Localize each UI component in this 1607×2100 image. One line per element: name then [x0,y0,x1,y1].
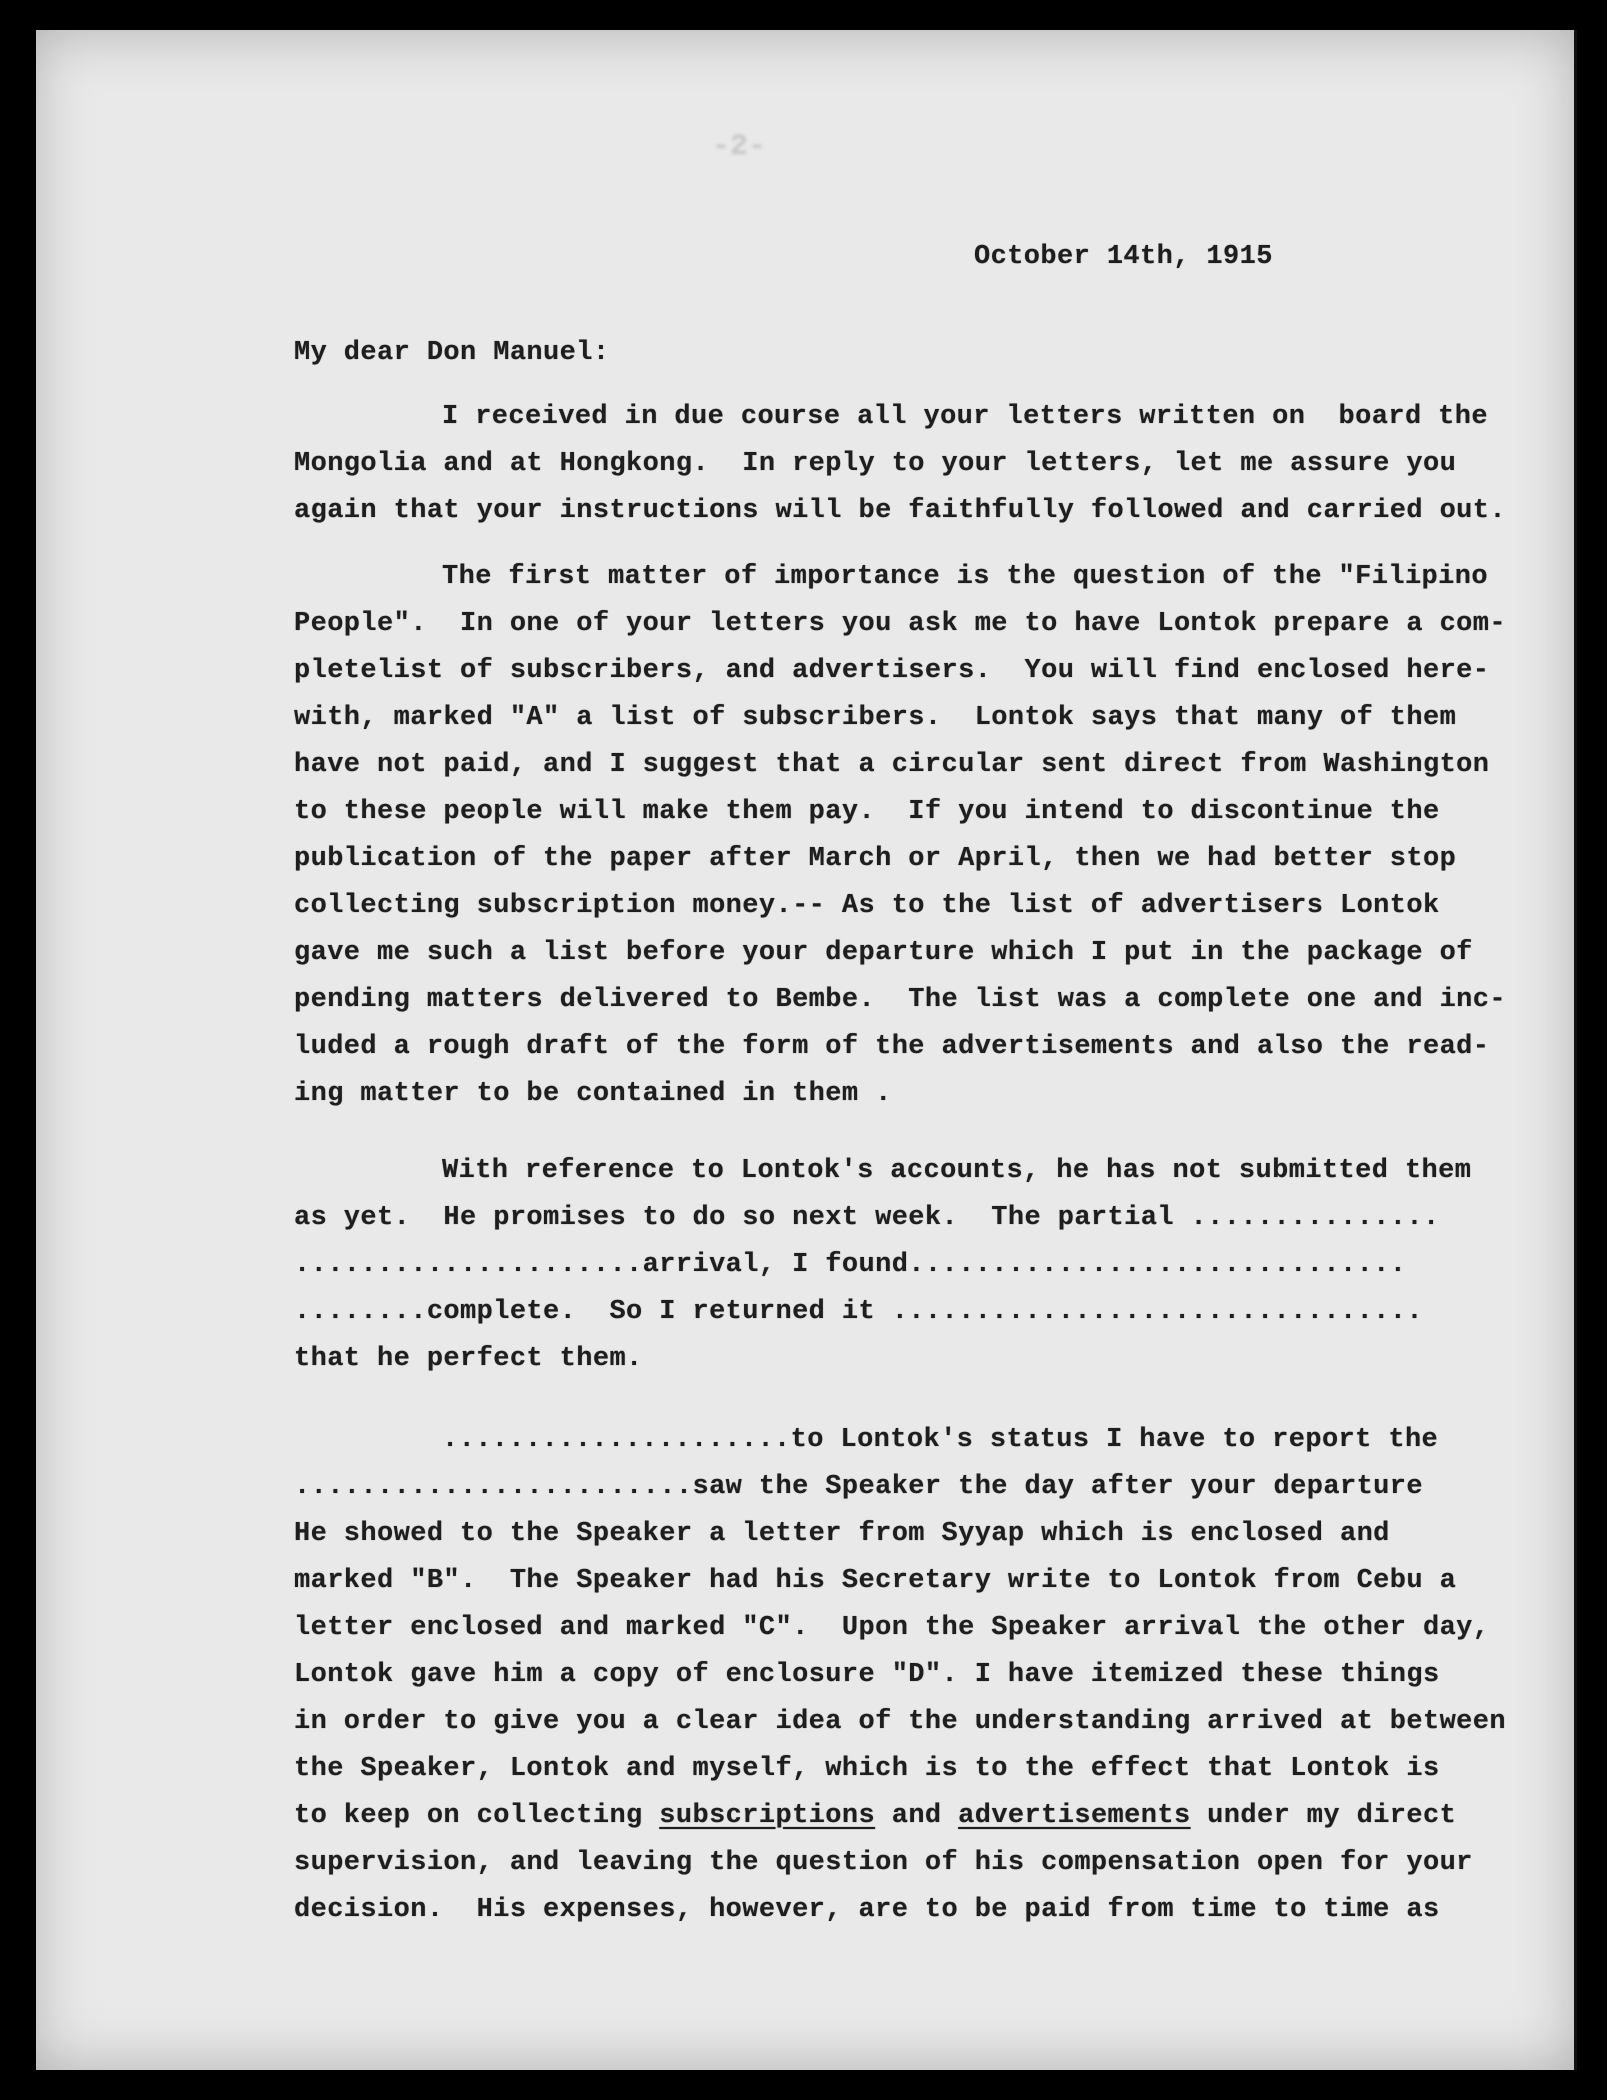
text-line: .....................arrival, I found.............................. [294,1250,1407,1280]
text-line: I received in due course all your letters written on board the [442,402,1488,432]
text-line: have not paid, and I suggest that a circular sent direct from Washington [294,750,1490,780]
text-line: With reference to Lontok's accounts, he has not submitted them [442,1156,1472,1186]
text-line: pletelist of subscribers, and advertisers. You will find enclosed here- [294,656,1490,686]
text-line: with, marked "A" a list of subscribers. Lontok says that many of them [294,703,1457,733]
text-line: publication of the paper after March or April, then we had better stop [294,844,1457,874]
letter-date: October 14th, 1915 [974,242,1273,272]
page-number-mark: -2- [712,130,767,164]
text-line: ........complete. So I returned it ................................ [294,1297,1423,1327]
text-fragment: to keep on collecting [294,1801,660,1831]
text-line: collecting subscription money.-- As to the list of advertisers Lontok [294,891,1440,921]
letter-page [32,30,1577,2070]
text-line: The first matter of importance is the question of the "Filipino [442,562,1488,592]
text-line: as yet. He promises to do so next week. The partial ............... [294,1203,1440,1233]
page-edge-right [1574,30,1577,2070]
text-line: People". In one of your letters you ask me to have Lontok prepare a com- [294,609,1506,639]
text-line: pending matters delivered to Bembe. The list was a complete one and inc- [294,985,1506,1015]
text-line: that he perfect them. [294,1344,643,1374]
text-line: letter enclosed and marked "C". Upon the Speaker arrival the other day, [294,1613,1490,1643]
text-line: ........................saw the Speaker the day after your departure [294,1472,1423,1502]
underlined-subscriptions: subscriptions [659,1801,876,1831]
text-line: to these people will make them pay. If you intend to discontinue the [294,797,1440,827]
text-line: luded a rough draft of the form of the advertisements and also the read- [294,1032,1490,1062]
text-fragment: and [875,1801,959,1831]
text-line: Mongolia and at Hongkong. In reply to your letters, let me assure you [294,449,1457,479]
text-line: gave me such a list before your departure which I put in the package of [294,938,1473,968]
text-fragment: under my direct [1190,1801,1457,1831]
text-line: again that your instructions will be faithfully followed and carried out. [294,496,1506,526]
text-line-with-underlines [294,1801,1456,1831]
text-line: Lontok gave him a copy of enclosure "D". I have itemized these things [294,1660,1440,1690]
page-edge-left [32,30,36,2070]
text-line: ing matter to be contained in them . [294,1079,892,1109]
salutation: My dear Don Manuel: [294,338,610,368]
text-line: He showed to the Speaker a letter from Syyap which is enclosed and [294,1519,1390,1549]
text-line: decision. His expenses, however, are to be paid from time to time as [294,1895,1440,1925]
text-line: supervision, and leaving the question of his compensation open for your [294,1848,1473,1878]
text-line: .....................to Lontok's status I have to report the [442,1425,1439,1455]
text-line: the Speaker, Lontok and myself, which is to the effect that Lontok is [294,1754,1440,1784]
text-line: marked "B". The Speaker had his Secretary write to Lontok from Cebu a [294,1566,1457,1596]
text-line: in order to give you a clear idea of the understanding arrived at between [294,1707,1506,1737]
underlined-advertisements: advertisements [958,1801,1191,1831]
